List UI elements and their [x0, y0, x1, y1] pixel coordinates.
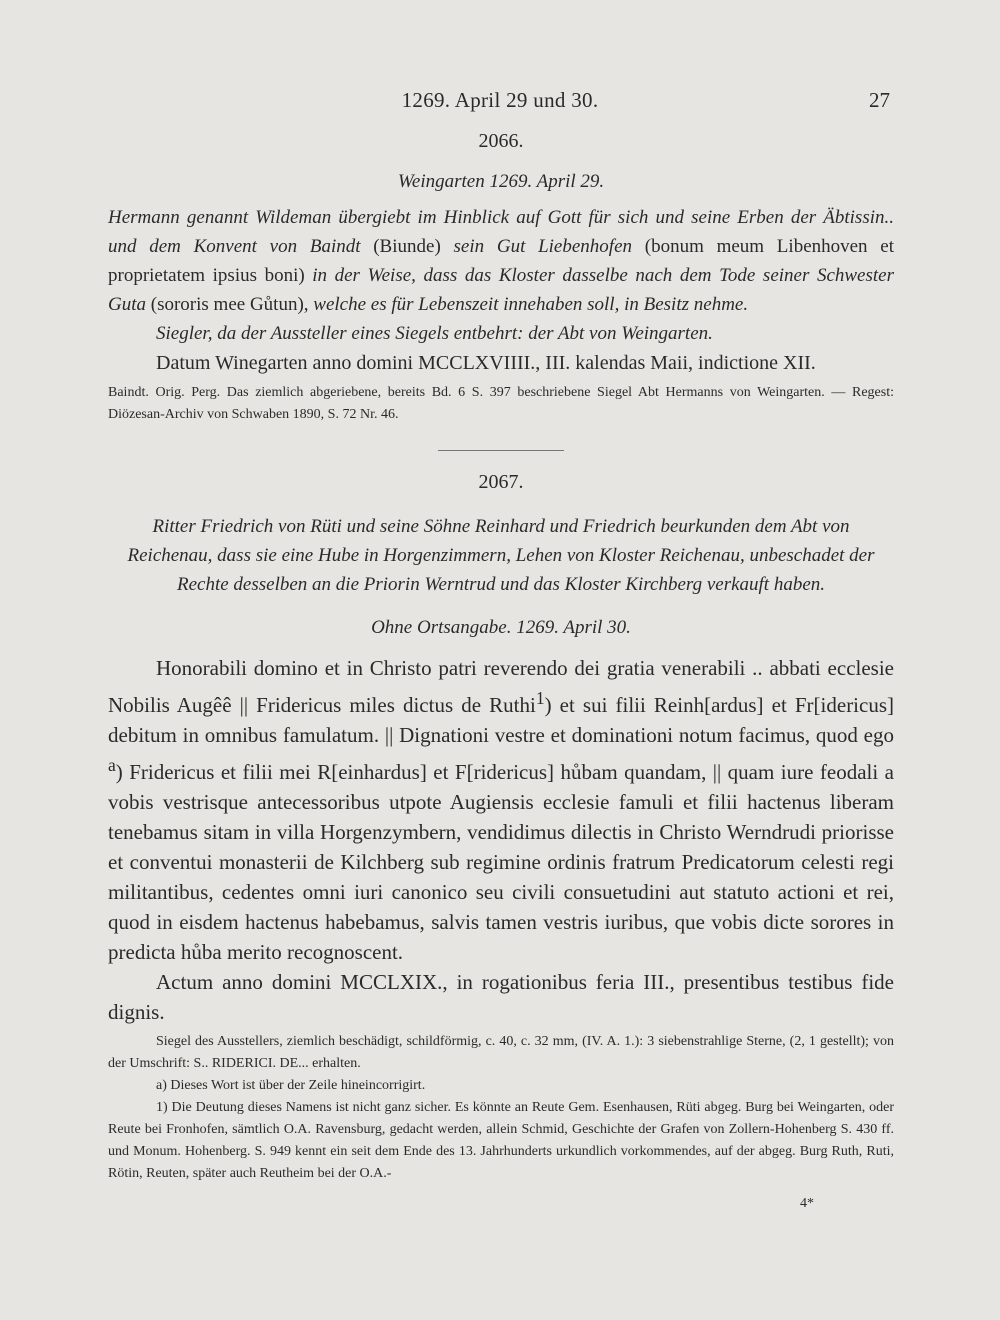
- summary-part: Hermann genannt Wildeman übergiebt im Hinblick auf Gott für sich und seine Erben der Äbtissin.. und dem Konvent von Baindt: [108, 207, 894, 257]
- summary-latin: (sororis mee Gůtun),: [150, 294, 309, 315]
- source-note: Baindt. Orig. Perg. Das ziemlich abgeriebene, bereits Bd. 6 S. 397 beschriebene Siegel Abt Hermanns von Weingarten. — Regest: Diözesan-Archiv von Schwaben 1890, S. 72 Nr. 46.: [108, 385, 894, 422]
- summary-latin: (Biunde): [373, 236, 441, 257]
- page-content: [108, 130, 894, 1185]
- sealer-line: Siegler, da der Aussteller eines Siegels entbehrt: der Abt von Weingarten.: [156, 323, 713, 344]
- text-part: Honorabili domino et in Christo patri reverendo dei gratia venerabili .. abbati ecclesie Nobilis Augêê || Fridericus miles dictus de Ruthi: [108, 656, 894, 717]
- signature-mark: 4*: [800, 1196, 814, 1211]
- section-divider: [438, 450, 564, 451]
- summary-part: in der Weise, dass das Kloster dasselbe nach dem Tode seiner Schwester Guta: [108, 265, 894, 315]
- text-part: et sui filii Reinh[ardus] et Fr[idericus] debitum in omnibus famulatum. || Dignationi vestre et dominationi notum facimus, quod ego: [108, 693, 895, 747]
- footnote-a: a) Dieses Wort ist über der Zeile hineincorrigirt.: [156, 1078, 426, 1093]
- footnote-marker: 1: [535, 688, 545, 708]
- document-summary: [108, 203, 894, 319]
- document-number-2066: 2066.: [478, 130, 524, 152]
- document-number-2067: 2067.: [478, 471, 524, 493]
- header-date: 1269. April 29 und 30.: [401, 88, 599, 112]
- running-header: [0, 88, 1000, 120]
- document-place-date: Weingarten 1269. April 29.: [397, 171, 605, 192]
- summary-part: welche es für Lebenszeit innehaben soll, in Besitz nehme.: [313, 294, 749, 315]
- datum-line: Datum Winegarten anno domini MCCLXVIIII., III. kalendas Maii, indictione XII.: [156, 352, 816, 374]
- actum-line: Actum anno domini MCCLXIX., in rogationibus feria III., presentibus testibus fide dignis.: [108, 970, 894, 1024]
- footnote-marker: a: [108, 755, 116, 775]
- seal-note: Siegel des Ausstellers, ziemlich beschädigt, schildförmig, c. 40, c. 32 mm, (IV. A. 1.): 3 siebenstrahlige Sterne, (2, 1 gestellt); von der Umschrift: S.. RIDERICI. DE... erhalten.: [108, 1034, 894, 1071]
- text-part: Fridericus et filii mei R[einhardus] et F[ridericus] hůbam quandam, || quam iure feodali a vobis vestrisque antecessoribus utpote Augiensis ecclesie famuli et filii hactenus liberam tenebamus sitam in villa Horgenzymbern, vendidimus dilectis in Christo Werndrudi priorisse et conventui monasterii de Kilchberg sub regimine ordinis fratrum Predicatorum celesti regi militantibus, cedentes omni iuri canonico seu civili consuetudini aut statuto actioni et rei, quod in eisdem hactenus habebamus, salvis tamen vestris iuribus, que vobis dicte sorores in predicta hůba merito recognoscent.: [108, 760, 894, 964]
- summary-latin: (bonum meum Libenhoven et proprietatem ipsius boni): [108, 236, 895, 286]
- page-number: 27: [869, 88, 890, 112]
- summary-part: sein Gut Liebenhofen: [453, 236, 633, 257]
- footnote-1: 1) Die Deutung dieses Namens ist nicht ganz sicher. Es könnte an Reute Gem. Esenhausen, Rüti abgeg. Burg bei Weingarten, oder Reute bei Fronhofen, sämtlich O.A. Ravensburg, gedacht werden, allein Schmid, Geschichte der Grafen von Zollern-Hohenberg S. 430 ff. und Monum. Hohenberg. S. 949 kennt ein seit dem Ende des 13. Jahrhunderts urkundlich vorkommendes, auf der abgeg. Burg Ruth, Ruti, Rötin, Reuten, später auch Reutheim bei der O.A.-: [108, 1100, 894, 1181]
- document-text: Honorabili domino et in Christo patri reverendo dei gratia venerabili .. abbati ecclesie Nobilis Augêê || Fridericus miles dictus de Ruthi$^1$) et sui filii Reinh[ardus] et Fr[idericus] debitum in omnibus famulatum. || Dignationi vestre et dominationi notum facimus, quod ego $^a$) Fridericus et filii mei R[einhardus] et F[ridericus] hůbam quandam, || quam iure feodali a vobis vestrisque antecessoribus utpote Augiensis ecclesie famuli et filii hactenus liberam tenebamus sitam in villa Horgenzymbern, vendidimus dilectis in Christo Werndrudi priorisse et conventui monasterii de Kilchberg sub regimine ordinis fratrum Predicatorum celesti regi militantibus, cedentes omni iuri canonico seu civili consuetudini aut statuto actioni et rei, quod in eisdem hactenus habebamus, salvis tamen vestris iuribus, que vobis dicte sorores in predicta hůba merito recognoscent.: [108, 656, 895, 964]
- document-place-date: Ohne Ortsangabe. 1269. April 30.: [371, 617, 631, 638]
- document-summary: Ritter Friedrich von Rüti und seine Söhne Reinhard und Friedrich beurkunden dem Abt von Reichenau, dass sie eine Hube in Horgenzimmern, Lehen von Kloster Reichenau, unbeschadet der Rechte desselben an die Priorin Werntrud und das Kloster Kirchberg verkauft haben.: [127, 516, 875, 595]
